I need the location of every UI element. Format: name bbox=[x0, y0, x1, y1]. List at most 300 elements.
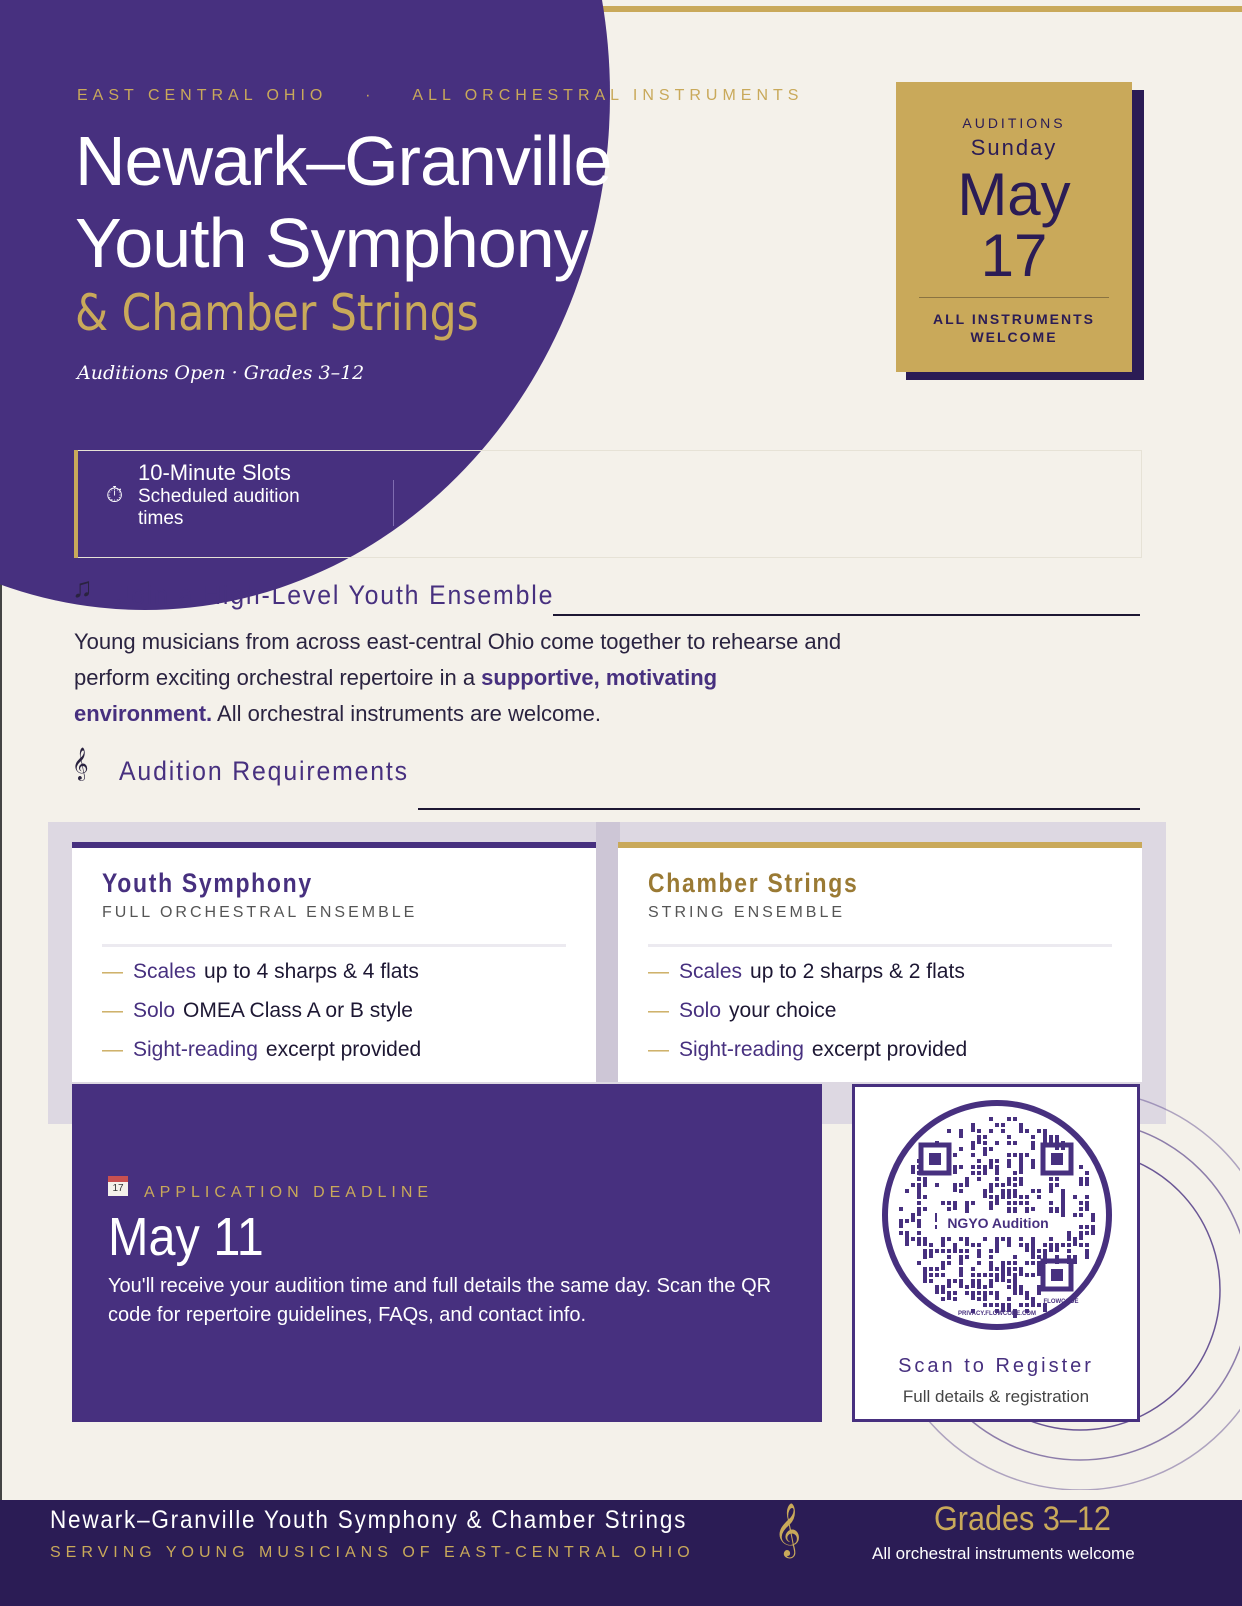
card-subtitle: STRING ENSEMBLE bbox=[648, 904, 846, 921]
qr-module bbox=[1085, 1195, 1089, 1199]
qr-module bbox=[1013, 1255, 1017, 1259]
list-item bbox=[648, 991, 967, 1030]
qr-module bbox=[1031, 1189, 1035, 1193]
qr-module bbox=[1037, 1267, 1041, 1276]
deadline-text: You'll receive your audition time and full details the same day. Scan the QR code for repertoire guidelines, FAQs, and contact info. bbox=[108, 1275, 772, 1326]
qr-module bbox=[1085, 1177, 1089, 1186]
qr-module bbox=[1031, 1273, 1035, 1277]
chamber-strings-card bbox=[618, 842, 1142, 1082]
card-rule bbox=[648, 944, 1112, 947]
music-notes-icon: ♫ bbox=[72, 572, 93, 603]
sheet-music-icon: 𝄞 bbox=[72, 748, 89, 779]
qr-module bbox=[971, 1171, 975, 1175]
qr-module bbox=[917, 1231, 921, 1235]
qr-module bbox=[1079, 1177, 1083, 1186]
qr-module bbox=[1091, 1213, 1095, 1222]
qr-module bbox=[1007, 1153, 1011, 1157]
qr-module bbox=[971, 1123, 975, 1132]
dash-icon: — bbox=[648, 1038, 669, 1061]
qr-module bbox=[989, 1201, 993, 1210]
qr-module bbox=[947, 1261, 951, 1265]
qr-module bbox=[1037, 1195, 1041, 1199]
qr-module bbox=[1007, 1159, 1011, 1168]
qr-module bbox=[929, 1249, 933, 1258]
qr-module bbox=[971, 1201, 975, 1205]
qr-module bbox=[989, 1255, 993, 1259]
qr-module bbox=[929, 1243, 933, 1247]
qr-module bbox=[1013, 1201, 1017, 1205]
qr-module bbox=[1037, 1249, 1041, 1253]
qr-module bbox=[959, 1189, 963, 1193]
qr-module bbox=[947, 1249, 951, 1253]
req-key: Scales bbox=[133, 960, 197, 983]
dash-icon: — bbox=[648, 960, 669, 983]
qr-module bbox=[983, 1141, 987, 1145]
intro-text-bold: supportive, motivating environment. bbox=[74, 665, 718, 726]
audition-date-card bbox=[896, 82, 1132, 372]
qr-module bbox=[1079, 1231, 1083, 1240]
qr-module bbox=[965, 1285, 969, 1289]
qr-module bbox=[983, 1135, 987, 1139]
qr-module bbox=[1037, 1189, 1041, 1193]
qr-module bbox=[1067, 1243, 1071, 1247]
qr-module bbox=[1019, 1303, 1023, 1307]
qr-module bbox=[1055, 1183, 1059, 1187]
qr-module bbox=[1079, 1165, 1083, 1169]
qr-module bbox=[989, 1117, 993, 1121]
qr-module bbox=[1001, 1123, 1005, 1127]
qr-module bbox=[959, 1249, 963, 1253]
req-key: Scales bbox=[679, 960, 743, 983]
qr-module bbox=[953, 1279, 957, 1283]
qr-module bbox=[899, 1231, 903, 1235]
qr-module bbox=[965, 1291, 969, 1295]
qr-module bbox=[1019, 1195, 1023, 1199]
qr-module bbox=[1073, 1213, 1077, 1217]
instruments-label: ALL ORCHESTRAL INSTRUMENTS bbox=[412, 87, 804, 104]
qr-module bbox=[989, 1291, 993, 1295]
qr-module bbox=[959, 1261, 963, 1265]
qr-module bbox=[959, 1237, 963, 1241]
requirements-heading: Audition Requirements bbox=[119, 756, 409, 786]
qr-module bbox=[977, 1273, 981, 1277]
qr-module bbox=[1007, 1297, 1011, 1301]
qr-module bbox=[959, 1279, 963, 1288]
list-item bbox=[648, 952, 967, 991]
qr-module bbox=[971, 1243, 975, 1247]
qr-module bbox=[1085, 1231, 1089, 1235]
qr-module bbox=[977, 1171, 981, 1175]
date-card-rule bbox=[919, 297, 1109, 298]
qr-module bbox=[1001, 1195, 1005, 1199]
qr-module bbox=[917, 1201, 921, 1205]
qr-module bbox=[971, 1267, 975, 1271]
qr-module bbox=[977, 1159, 981, 1163]
dash-icon: — bbox=[102, 1038, 123, 1061]
qr-module bbox=[905, 1189, 909, 1193]
qr-module bbox=[989, 1129, 993, 1133]
qr-module bbox=[947, 1291, 951, 1300]
qr-module bbox=[923, 1279, 927, 1283]
qr-module bbox=[977, 1165, 981, 1169]
qr-module bbox=[917, 1219, 921, 1228]
qr-module bbox=[1007, 1267, 1011, 1276]
qr-module bbox=[899, 1219, 903, 1228]
deadline-label: APPLICATION DEADLINE bbox=[144, 1184, 434, 1201]
qr-module bbox=[977, 1261, 981, 1265]
qr-module bbox=[1019, 1165, 1023, 1174]
qr-module bbox=[959, 1183, 963, 1187]
list-item bbox=[648, 1030, 967, 1069]
qr-module bbox=[1007, 1177, 1011, 1186]
qr-module bbox=[1007, 1117, 1011, 1121]
qr-module bbox=[1007, 1135, 1011, 1139]
qr-module bbox=[917, 1261, 921, 1265]
qr-module bbox=[983, 1273, 987, 1277]
qr-module bbox=[1025, 1243, 1029, 1252]
qr-module bbox=[1007, 1279, 1011, 1283]
qr-module bbox=[983, 1285, 987, 1289]
qr-module bbox=[1025, 1291, 1029, 1300]
qr-module bbox=[947, 1129, 951, 1133]
qr-module bbox=[971, 1153, 975, 1157]
qr-module bbox=[983, 1189, 987, 1198]
qr-module bbox=[941, 1273, 945, 1277]
tagline: Auditions Open · Grades 3–12 bbox=[77, 362, 365, 384]
qr-module bbox=[935, 1285, 939, 1294]
qr-module bbox=[983, 1237, 987, 1241]
qr-module bbox=[995, 1123, 999, 1127]
qr-module bbox=[995, 1249, 999, 1253]
qr-module bbox=[1055, 1243, 1059, 1252]
qr-module bbox=[1013, 1183, 1017, 1187]
qr-module bbox=[1019, 1237, 1023, 1241]
qr-module bbox=[959, 1165, 963, 1169]
qr-module bbox=[995, 1183, 999, 1187]
footer-serving: SERVING YOUNG MUSICIANS OF EAST-CENTRAL OHIO bbox=[50, 1544, 695, 1561]
req-key: Sight-reading bbox=[133, 1038, 258, 1061]
qr-module bbox=[947, 1237, 951, 1241]
qr-module bbox=[1085, 1207, 1089, 1211]
qr-brand: FLOWCODE bbox=[1043, 1299, 1079, 1305]
qr-code[interactable] bbox=[881, 1099, 1113, 1331]
date-card-footer-line-2: WELCOME bbox=[970, 329, 1058, 345]
qr-module bbox=[1007, 1243, 1011, 1247]
qr-module bbox=[989, 1147, 993, 1151]
qr-module bbox=[995, 1273, 999, 1282]
dash-icon: — bbox=[102, 999, 123, 1022]
requirements-list bbox=[648, 952, 967, 1069]
qr-module bbox=[1007, 1261, 1011, 1265]
calendar-icon: 17 bbox=[108, 1176, 128, 1196]
qr-module bbox=[1013, 1117, 1017, 1121]
qr-module bbox=[1001, 1237, 1005, 1241]
qr-module bbox=[983, 1297, 987, 1301]
qr-module bbox=[1007, 1141, 1011, 1145]
qr-module bbox=[1031, 1207, 1035, 1211]
qr-module bbox=[1025, 1129, 1029, 1133]
qr-module bbox=[905, 1219, 909, 1223]
qr-module bbox=[1049, 1243, 1053, 1252]
req-value: excerpt provided bbox=[811, 1038, 968, 1061]
requirements-gutter bbox=[596, 822, 620, 1082]
qr-module bbox=[1013, 1189, 1017, 1198]
qr-module bbox=[917, 1237, 921, 1246]
qr-module bbox=[947, 1201, 951, 1205]
qr-module bbox=[1061, 1243, 1065, 1247]
qr-module bbox=[971, 1291, 975, 1300]
qr-module bbox=[1073, 1255, 1077, 1264]
page-subtitle: & Chamber Strings bbox=[75, 284, 479, 342]
qr-module bbox=[983, 1303, 987, 1307]
list-item bbox=[102, 1030, 421, 1069]
date-card-number: 17 bbox=[980, 222, 1048, 289]
deadline-date: May 11 bbox=[108, 1207, 264, 1267]
qr-module bbox=[1007, 1195, 1011, 1199]
qr-module bbox=[1013, 1141, 1017, 1145]
footer bbox=[0, 1500, 1242, 1606]
info-strip-divider bbox=[393, 480, 394, 526]
qr-module bbox=[1067, 1249, 1071, 1253]
qr-module bbox=[911, 1213, 915, 1222]
qr-module bbox=[911, 1165, 915, 1174]
qr-module bbox=[989, 1249, 993, 1253]
qr-module bbox=[1019, 1267, 1023, 1276]
qr-module bbox=[995, 1177, 999, 1181]
date-card-label: AUDITIONS bbox=[962, 115, 1066, 131]
qr-module bbox=[1013, 1267, 1017, 1271]
qr-module bbox=[995, 1201, 999, 1205]
card-title: Youth Symphony bbox=[102, 868, 313, 898]
deadline-panel bbox=[72, 1084, 822, 1422]
qr-module bbox=[1019, 1201, 1023, 1205]
date-card-month: May bbox=[957, 161, 1071, 228]
qr-module bbox=[995, 1291, 999, 1300]
requirements-list bbox=[102, 952, 421, 1069]
qr-module bbox=[1031, 1141, 1035, 1150]
qr-module bbox=[947, 1207, 951, 1211]
qr-module bbox=[917, 1195, 921, 1199]
qr-module bbox=[911, 1183, 915, 1187]
qr-module bbox=[1079, 1213, 1083, 1217]
qr-module bbox=[953, 1165, 957, 1174]
qr-module bbox=[935, 1183, 939, 1187]
qr-module bbox=[1031, 1255, 1035, 1259]
qr-module bbox=[935, 1249, 939, 1253]
qr-module bbox=[965, 1183, 969, 1187]
qr-module bbox=[1031, 1135, 1035, 1139]
qr-module bbox=[1025, 1195, 1029, 1199]
qr-module bbox=[1037, 1303, 1041, 1307]
qr-module bbox=[1013, 1177, 1017, 1181]
qr-module bbox=[935, 1273, 939, 1277]
info-strip-accent bbox=[74, 450, 78, 558]
qr-module bbox=[977, 1249, 981, 1258]
qr-module bbox=[965, 1237, 969, 1246]
qr-module bbox=[941, 1261, 945, 1270]
qr-module bbox=[905, 1237, 909, 1246]
qr-module bbox=[1013, 1171, 1017, 1175]
qr-module bbox=[989, 1273, 993, 1277]
qr-module bbox=[995, 1171, 999, 1175]
qr-module bbox=[1031, 1261, 1035, 1265]
qr-module bbox=[1049, 1237, 1053, 1241]
qr-module bbox=[1031, 1303, 1035, 1307]
qr-module bbox=[1001, 1183, 1005, 1187]
qr-module bbox=[989, 1165, 993, 1169]
qr-module bbox=[989, 1303, 993, 1307]
req-value: up to 2 sharps & 2 flats bbox=[750, 960, 965, 983]
card-rule bbox=[102, 944, 566, 947]
date-card-footer-line-1: ALL INSTRUMENTS bbox=[933, 311, 1095, 327]
header-kicker bbox=[77, 87, 803, 105]
card-title: Chamber Strings bbox=[648, 868, 859, 898]
qr-module bbox=[977, 1135, 981, 1144]
youth-symphony-card bbox=[72, 842, 596, 1082]
top-gold-rule bbox=[540, 6, 1242, 12]
qr-module bbox=[971, 1141, 975, 1150]
qr-module bbox=[935, 1267, 939, 1271]
req-key: Sight-reading bbox=[679, 1038, 804, 1061]
qr-module bbox=[923, 1255, 927, 1259]
qr-module bbox=[917, 1177, 921, 1181]
intro-text-after: All orchestral instruments are welcome. bbox=[212, 701, 601, 726]
qr-caption: Scan to Register bbox=[898, 1355, 1094, 1377]
qr-module bbox=[977, 1291, 981, 1295]
qr-panel[interactable] bbox=[852, 1084, 1140, 1422]
stopwatch-icon: ⏱ bbox=[106, 482, 124, 507]
qr-module bbox=[1031, 1165, 1035, 1169]
kicker-separator: · bbox=[365, 87, 376, 104]
qr-module bbox=[995, 1267, 999, 1271]
qr-module bbox=[1019, 1177, 1023, 1186]
qr-module bbox=[977, 1129, 981, 1133]
req-value: your choice bbox=[729, 999, 837, 1022]
list-item bbox=[102, 991, 421, 1030]
title-line-2: Youth Symphony bbox=[75, 204, 588, 282]
qr-module bbox=[1079, 1225, 1083, 1229]
page-title bbox=[75, 120, 611, 284]
qr-module bbox=[917, 1207, 921, 1216]
qr-module bbox=[1073, 1237, 1077, 1246]
qr-center-label: NGYO Audition bbox=[947, 1215, 1049, 1231]
qr-module bbox=[953, 1291, 957, 1295]
intro-heading: Join a High-Level Youth Ensemble bbox=[117, 580, 555, 610]
qr-module bbox=[1067, 1237, 1071, 1241]
req-value: up to 4 sharps & 4 flats bbox=[204, 960, 419, 983]
qr-module bbox=[929, 1279, 933, 1283]
qr-module bbox=[929, 1267, 933, 1271]
qr-module bbox=[1049, 1177, 1053, 1181]
qr-module bbox=[923, 1183, 927, 1187]
qr-module bbox=[947, 1279, 951, 1288]
footer-grades: Grades 3–12 bbox=[934, 1500, 1111, 1538]
qr-module bbox=[959, 1273, 963, 1277]
qr-module bbox=[965, 1249, 969, 1253]
qr-module bbox=[1091, 1231, 1095, 1235]
qr-module bbox=[1019, 1243, 1023, 1247]
qr-module bbox=[977, 1177, 981, 1181]
qr-module bbox=[923, 1195, 927, 1199]
req-value: OMEA Class A or B style bbox=[183, 999, 413, 1022]
qr-module bbox=[983, 1171, 987, 1175]
qr-module bbox=[929, 1273, 933, 1277]
qr-module bbox=[989, 1189, 993, 1193]
qr-module bbox=[959, 1147, 963, 1151]
qr-module bbox=[1085, 1171, 1089, 1175]
qr-module bbox=[1037, 1291, 1041, 1295]
qr-module bbox=[941, 1243, 945, 1247]
intro-text-before: Young musicians from across east-central Ohio come together to rehearse and perform exciting orchestral repertoire in a bbox=[74, 629, 842, 690]
qr-module bbox=[971, 1279, 975, 1288]
qr-module bbox=[941, 1201, 945, 1205]
qr-module bbox=[1001, 1129, 1005, 1133]
qr-subcaption: Full details & registration bbox=[902, 1387, 1090, 1406]
qr-module bbox=[1019, 1291, 1023, 1295]
footer-all-instruments: All orchestral instruments welcome bbox=[872, 1544, 1135, 1563]
date-card-footer bbox=[896, 310, 1132, 346]
qr-module bbox=[1037, 1129, 1041, 1133]
qr-module bbox=[941, 1285, 945, 1294]
region-label: EAST CENTRAL OHIO bbox=[77, 87, 328, 104]
qr-module bbox=[977, 1297, 981, 1301]
list-item bbox=[102, 952, 421, 991]
qr-privacy: PRIVACY.FLOWCODE.COM bbox=[958, 1311, 1036, 1317]
dash-icon: — bbox=[648, 999, 669, 1022]
qr-module bbox=[953, 1297, 957, 1301]
treble-clef-icon: 𝄞 bbox=[774, 1503, 802, 1555]
qr-module bbox=[1085, 1255, 1089, 1259]
qr-module bbox=[989, 1267, 993, 1271]
qr-module bbox=[923, 1207, 927, 1211]
qr-module bbox=[941, 1249, 945, 1253]
qr-module bbox=[947, 1255, 951, 1259]
card-subtitle: FULL ORCHESTRAL ENSEMBLE bbox=[102, 904, 418, 921]
date-card-day: Sunday bbox=[970, 135, 1058, 160]
req-value: excerpt provided bbox=[265, 1038, 422, 1061]
qr-module bbox=[911, 1237, 915, 1241]
slot-title: 10-Minute Slots bbox=[138, 460, 291, 485]
qr-module bbox=[953, 1183, 957, 1192]
qr-module bbox=[953, 1201, 957, 1210]
qr-module bbox=[941, 1297, 945, 1301]
req-key: Solo bbox=[133, 999, 176, 1022]
qr-module bbox=[995, 1141, 999, 1145]
intro-paragraph bbox=[74, 624, 854, 732]
qr-module bbox=[983, 1147, 987, 1156]
qr-module bbox=[1055, 1177, 1059, 1181]
qr-module bbox=[1025, 1303, 1029, 1307]
qr-module bbox=[1001, 1273, 1005, 1282]
qr-module bbox=[1013, 1291, 1017, 1295]
slot-description: Scheduled audition times bbox=[138, 486, 300, 529]
qr-module bbox=[977, 1243, 981, 1247]
qr-module bbox=[953, 1249, 957, 1253]
qr-module bbox=[1025, 1153, 1029, 1157]
qr-module bbox=[1019, 1129, 1023, 1133]
qr-module bbox=[923, 1237, 927, 1246]
qr-module bbox=[1025, 1201, 1029, 1205]
footer-org-name: Newark–Granville Youth Symphony & Chamber Strings bbox=[50, 1506, 688, 1534]
qr-module bbox=[1025, 1261, 1029, 1265]
qr-module bbox=[995, 1303, 999, 1307]
qr-module bbox=[1013, 1153, 1017, 1157]
qr-module bbox=[1061, 1213, 1065, 1217]
qr-module bbox=[959, 1129, 963, 1138]
req-key: Solo bbox=[679, 999, 722, 1022]
qr-module bbox=[1073, 1195, 1077, 1199]
qr-module bbox=[971, 1165, 975, 1169]
